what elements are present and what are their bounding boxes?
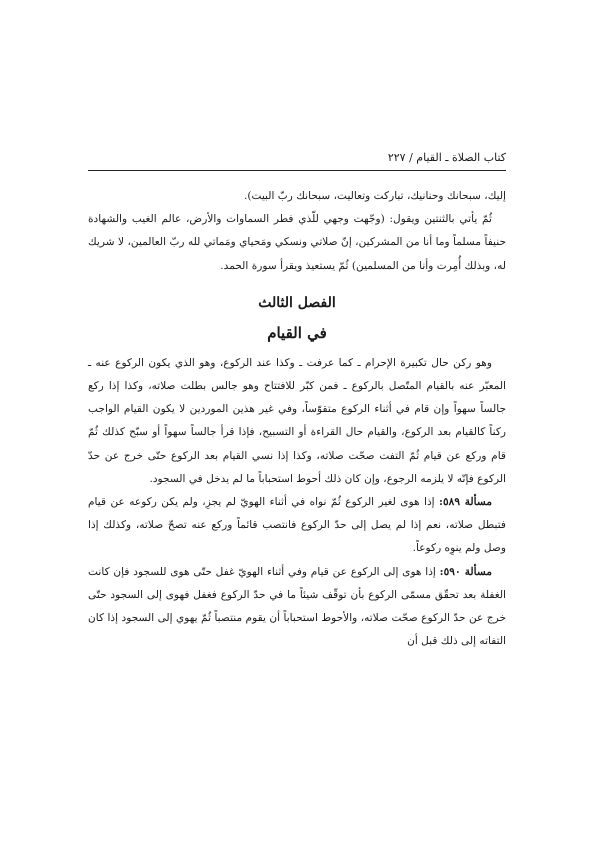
issue-text-589: إذا هوى لغير الركوع ثُمّ نواه في أثناء الهويّ لم يجزِ، ولم يكن ركوعه عن قيام فتبطل صلاته، نعم إذا لم يصل إلى حدّ الركوع فانتصب قائماً وركع عنه تصحّ صلاته، وكذلك إذا وصل ولم ينوِه ركوعاً. xyxy=(88,496,506,555)
section-title: في القيام xyxy=(267,323,327,342)
intro-paragraph-1: إليك، سبحانك وحنانيك، تباركت وتعاليت، سبحانك ربّ البيت). xyxy=(243,190,506,202)
book-page xyxy=(88,150,506,710)
running-header: كتاب الصلاة ـ القيام / ٢٢٧ xyxy=(88,150,506,171)
issue-label-589: مسألة ٥٨٩: xyxy=(439,496,492,509)
issue-589 xyxy=(88,491,506,561)
issue-label-590: مسألة ٥٩٠: xyxy=(439,565,493,578)
body-paragraph: وهو ركن حال تكبيرة الإحرام ـ كما عرفت ـ وكذا عند الركوع، وهو الذي يكون الركوع عنه ـ المعبّر عنه بالقيام المتّصل بالركوع ـ فمن كبّر للافتتاح وهو جالس بطلت صلاته، وكذا إذا ركع جالساً سهواً وإن قام في أثناء الركوع متقوّساً، وفي غير هذين الموردين لا يكون القيام الواجب ركناً كالقيام بعد الركوع، والقيام حال القراءة أو التسبيح، فإذا قرأ جالساً سهواً أو سبّح كذلك ثُمّ قام وركع عن قيام ثُمّ التفت صحّت صلاته، وكذا إذا نسي القيام بعد الركوع حتّى خرج عن حدّ الركوع فإنّه لا يلزمه الرجوع، وإن كان ذلك أحوط استحباباً ما لم يدخل في السجود. xyxy=(88,356,506,485)
chapter-title: الفصل الثالث xyxy=(258,294,336,311)
issue-590 xyxy=(88,561,506,654)
issue-text-590: إذا هوى إلى الركوع عن قيام وفي أثناء الهويّ غفل حتّى هوى للسجود فإن كانت الغفلة بعد تحقّق مسمّى الركوع بأن توقّف شيئاً ما في حدّ الركوع فغفل فهوى إلى السجود حتّى خرج عن حدّ الركوع صحّت صلاته، والأحوط استحباباً أن يقوم منتصباً ثُمّ يهوي إلى السجود إذا كان التفاته إلى ذلك قبل أن xyxy=(88,565,506,648)
intro-paragraph-2: ثُمّ يأتي بالثنتين ويقول: (وجّهت وجهي للّذي فطر السماوات والأرض، عالم الغيب والشهادة حنيفاً مسلماً وما أنا من المشركين، إنّ صلاتي ونسكي ومَحياي ومَماتي لله ربّ العالمين، لا شريك له، وبذلك أُمِرت وأنا من المسلمين) ثُمّ يستعيذ ويقرأ سورة الحمد. xyxy=(88,213,506,272)
